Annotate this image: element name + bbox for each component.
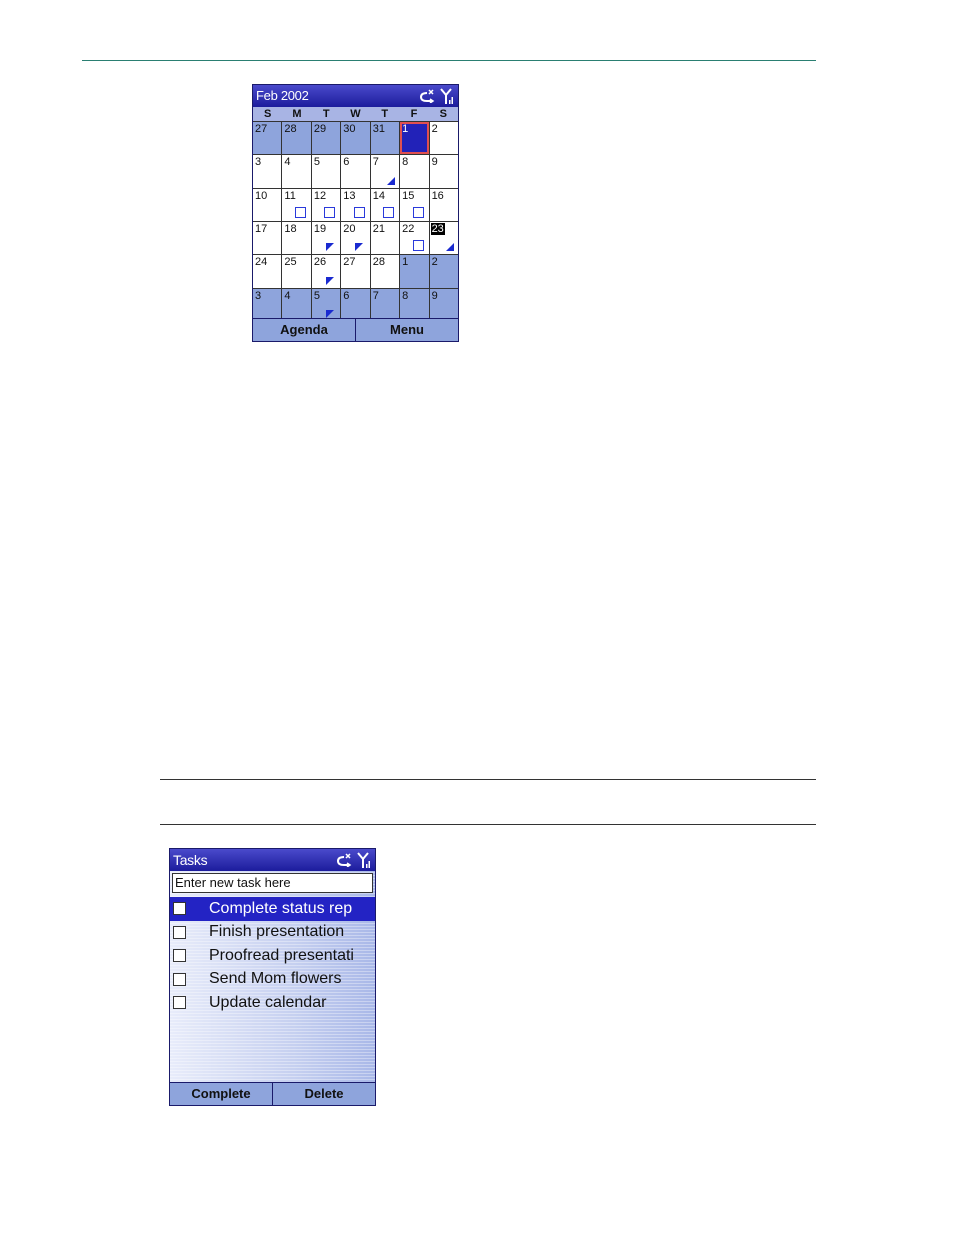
day-number: 12 bbox=[313, 189, 327, 202]
day-number: 9 bbox=[431, 156, 438, 169]
day-number: 9 bbox=[431, 289, 438, 302]
day-cell[interactable] bbox=[312, 122, 340, 154]
appointment-marker-icon bbox=[446, 243, 454, 251]
calendar-screen bbox=[252, 84, 459, 342]
today-cell[interactable] bbox=[430, 222, 458, 254]
weekday-header bbox=[253, 107, 458, 121]
day-number: 1 bbox=[402, 123, 409, 135]
task-label: Proofread presentati bbox=[209, 946, 354, 964]
divider-line bbox=[160, 824, 816, 825]
task-item[interactable] bbox=[170, 944, 375, 968]
message-icon bbox=[335, 853, 355, 867]
day-number: 19 bbox=[313, 222, 327, 235]
task-checkbox[interactable] bbox=[173, 996, 186, 1009]
day-number: 3 bbox=[255, 156, 262, 169]
task-label: Update calendar bbox=[209, 993, 327, 1011]
day-number: 2 bbox=[431, 123, 438, 135]
day-number: 10 bbox=[255, 189, 268, 202]
appointment-marker-icon bbox=[326, 310, 334, 318]
day-cell[interactable] bbox=[371, 289, 399, 321]
status-icons bbox=[335, 851, 371, 869]
tasks-screen bbox=[169, 848, 376, 1106]
task-item[interactable] bbox=[170, 897, 375, 921]
weekday-label: F bbox=[410, 108, 418, 120]
day-number: 20 bbox=[343, 222, 356, 235]
appointment-marker-icon bbox=[326, 277, 334, 285]
day-number: 5 bbox=[313, 289, 320, 302]
day-cell[interactable] bbox=[282, 155, 310, 187]
day-cell[interactable] bbox=[371, 122, 399, 154]
delete-softkey[interactable]: Delete bbox=[272, 1083, 375, 1105]
day-number: 25 bbox=[284, 256, 297, 269]
message-icon bbox=[418, 89, 438, 103]
agenda-softkey[interactable]: Agenda bbox=[280, 322, 328, 337]
signal-icon bbox=[357, 852, 371, 869]
task-marker-icon bbox=[354, 207, 365, 218]
top-divider bbox=[82, 60, 816, 61]
day-cell[interactable] bbox=[341, 122, 369, 154]
day-number: 29 bbox=[313, 123, 327, 135]
day-cell[interactable] bbox=[253, 122, 281, 154]
day-number: 23 bbox=[431, 222, 444, 235]
day-number: 31 bbox=[372, 123, 385, 135]
day-cell[interactable] bbox=[430, 122, 458, 154]
day-number: 2 bbox=[431, 256, 438, 269]
day-cell[interactable] bbox=[430, 189, 458, 221]
appointment-marker-icon bbox=[326, 243, 334, 251]
selected-day-cell[interactable] bbox=[400, 122, 428, 154]
task-marker-icon bbox=[295, 207, 306, 218]
weekday-label: M bbox=[292, 108, 302, 120]
day-cell[interactable] bbox=[371, 255, 399, 287]
divider-line bbox=[160, 779, 816, 780]
day-cell[interactable] bbox=[253, 222, 281, 254]
task-checkbox[interactable] bbox=[173, 902, 186, 915]
day-number: 27 bbox=[343, 256, 356, 269]
task-marker-icon bbox=[413, 240, 424, 251]
weekday-label: W bbox=[350, 108, 361, 120]
day-number: 8 bbox=[402, 156, 409, 169]
day-cell[interactable] bbox=[341, 189, 369, 221]
day-cell[interactable] bbox=[282, 189, 310, 221]
new-task-input[interactable]: Enter new task here bbox=[172, 873, 373, 893]
day-cell[interactable] bbox=[312, 289, 340, 321]
complete-softkey[interactable]: Complete bbox=[191, 1086, 251, 1101]
day-cell[interactable] bbox=[400, 189, 428, 221]
day-number: 11 bbox=[284, 189, 296, 202]
task-item[interactable] bbox=[170, 968, 375, 992]
day-cell[interactable] bbox=[312, 255, 340, 287]
calendar-softkeys bbox=[253, 318, 458, 341]
day-number: 26 bbox=[313, 256, 327, 269]
tasks-softkeys bbox=[170, 1082, 375, 1105]
day-number: 27 bbox=[255, 123, 268, 135]
day-number: 30 bbox=[343, 123, 356, 135]
day-cell[interactable] bbox=[282, 289, 310, 321]
day-cell[interactable] bbox=[371, 155, 399, 187]
day-number: 4 bbox=[284, 156, 291, 169]
day-number: 28 bbox=[284, 123, 297, 135]
weekday-label: T bbox=[322, 108, 330, 120]
task-marker-icon bbox=[324, 207, 335, 218]
day-cell[interactable] bbox=[341, 255, 369, 287]
tasks-title-bar bbox=[170, 849, 375, 871]
month-grid bbox=[253, 121, 458, 321]
day-cell[interactable] bbox=[253, 255, 281, 287]
day-cell[interactable] bbox=[312, 189, 340, 221]
day-number: 16 bbox=[431, 189, 444, 202]
day-number: 1 bbox=[402, 256, 409, 269]
day-cell[interactable] bbox=[400, 155, 428, 187]
day-number: 5 bbox=[313, 156, 320, 169]
menu-softkey[interactable]: Menu bbox=[355, 319, 458, 341]
day-cell[interactable] bbox=[430, 255, 458, 287]
calendar-title-bar bbox=[253, 85, 458, 107]
day-number: 15 bbox=[402, 189, 415, 202]
day-number: 6 bbox=[343, 156, 350, 169]
tasks-title: Tasks bbox=[173, 852, 208, 868]
weekday-label: T bbox=[381, 108, 389, 120]
day-cell[interactable] bbox=[253, 289, 281, 321]
weekday-label: S bbox=[263, 108, 272, 120]
day-cell[interactable] bbox=[341, 222, 369, 254]
day-number: 4 bbox=[284, 289, 291, 302]
day-cell[interactable] bbox=[253, 189, 281, 221]
day-number: 24 bbox=[255, 256, 268, 269]
day-number: 18 bbox=[284, 222, 297, 235]
day-cell[interactable] bbox=[341, 155, 369, 187]
task-item[interactable] bbox=[170, 991, 375, 1015]
appointment-marker-icon bbox=[355, 243, 363, 251]
day-cell[interactable] bbox=[430, 289, 458, 321]
day-cell[interactable] bbox=[400, 255, 428, 287]
task-list bbox=[170, 897, 375, 1015]
day-number: 22 bbox=[402, 222, 415, 235]
task-label: Send Mom flowers bbox=[209, 970, 342, 988]
day-cell[interactable] bbox=[371, 189, 399, 221]
day-cell[interactable] bbox=[371, 222, 399, 254]
day-number: 7 bbox=[372, 156, 379, 169]
day-cell[interactable] bbox=[341, 289, 369, 321]
day-cell[interactable] bbox=[312, 155, 340, 187]
task-checkbox[interactable] bbox=[173, 949, 186, 962]
day-cell[interactable] bbox=[253, 155, 281, 187]
task-item[interactable] bbox=[170, 921, 375, 945]
task-label: Complete status rep bbox=[209, 899, 353, 917]
day-number: 8 bbox=[402, 289, 409, 302]
task-label: Finish presentation bbox=[209, 923, 345, 941]
appointment-marker-icon bbox=[387, 177, 395, 185]
day-number: 28 bbox=[372, 256, 385, 269]
day-cell[interactable] bbox=[400, 222, 428, 254]
calendar-month-title: Feb 2002 bbox=[256, 88, 309, 103]
day-number: 3 bbox=[255, 289, 262, 302]
day-number: 13 bbox=[343, 189, 356, 202]
task-checkbox[interactable] bbox=[173, 973, 186, 986]
status-icons bbox=[418, 87, 454, 105]
day-cell[interactable] bbox=[430, 155, 458, 187]
task-marker-icon bbox=[383, 207, 394, 218]
day-cell[interactable] bbox=[282, 122, 310, 154]
day-number: 14 bbox=[372, 189, 385, 202]
signal-icon bbox=[440, 88, 454, 105]
day-number: 21 bbox=[372, 222, 385, 235]
task-checkbox[interactable] bbox=[173, 926, 186, 939]
day-cell[interactable] bbox=[282, 255, 310, 287]
day-cell[interactable] bbox=[400, 289, 428, 321]
day-cell[interactable] bbox=[282, 222, 310, 254]
task-marker-icon bbox=[413, 207, 424, 218]
day-number: 17 bbox=[255, 222, 268, 235]
day-cell[interactable] bbox=[312, 222, 340, 254]
day-number: 6 bbox=[343, 289, 350, 302]
weekday-label: S bbox=[439, 108, 447, 120]
day-number: 7 bbox=[372, 289, 379, 302]
